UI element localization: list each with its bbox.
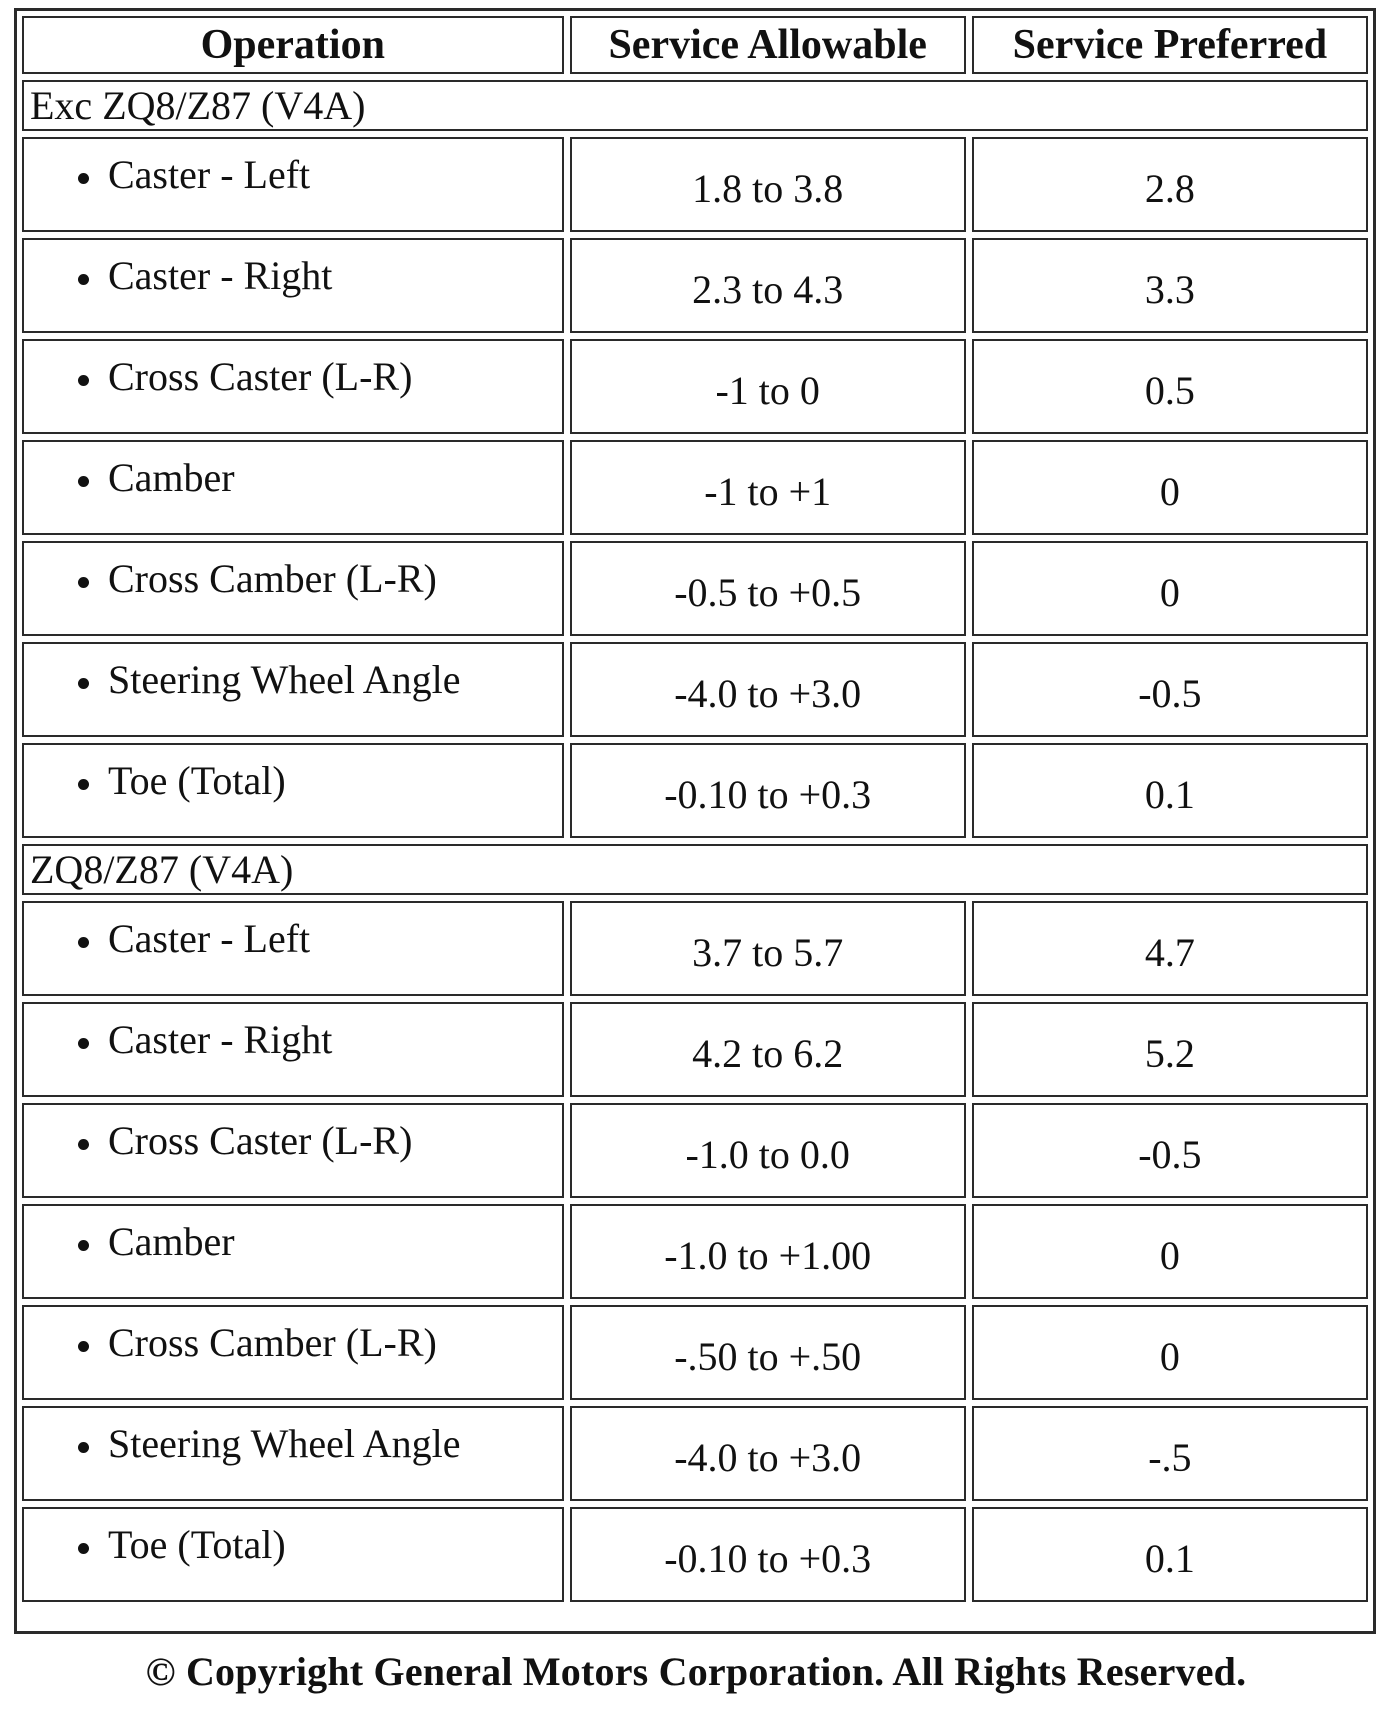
service-allowable-cell: -1 to 0 (570, 339, 966, 434)
table-row (22, 1305, 1368, 1400)
bullet-icon (78, 1442, 89, 1453)
service-allowable-cell: 4.2 to 6.2 (570, 1002, 966, 1097)
operation-cell (22, 1507, 564, 1602)
operation-label: Caster - Right (108, 1017, 333, 1062)
bullet-icon (78, 1543, 89, 1554)
operation-cell (22, 1406, 564, 1501)
operation-cell (22, 541, 564, 636)
operation-label: Steering Wheel Angle (108, 657, 461, 702)
service-allowable-cell: -.50 to +.50 (570, 1305, 966, 1400)
operation-cell (22, 440, 564, 535)
operation-label: Cross Camber (L-R) (108, 1320, 437, 1365)
service-preferred-cell: -0.5 (972, 1103, 1368, 1198)
operation-label: Cross Camber (L-R) (108, 556, 437, 601)
service-allowable-cell: -0.10 to +0.3 (570, 1507, 966, 1602)
bullet-icon (78, 274, 89, 285)
service-allowable-cell: -1.0 to 0.0 (570, 1103, 966, 1198)
operation-cell (22, 339, 564, 434)
table-row (22, 440, 1368, 535)
service-preferred-cell: 3.3 (972, 238, 1368, 333)
operation-cell (22, 901, 564, 996)
bullet-icon (78, 1139, 89, 1150)
operation-label: Caster - Left (108, 152, 311, 197)
header-operation: Operation (22, 16, 564, 74)
service-allowable-cell: 2.3 to 4.3 (570, 238, 966, 333)
group-row (22, 844, 1368, 895)
bullet-icon (78, 173, 89, 184)
table-row (22, 137, 1368, 232)
service-preferred-cell: 0.1 (972, 1507, 1368, 1602)
operation-cell (22, 1002, 564, 1097)
group-title: Exc ZQ8/Z87 (V4A) (22, 80, 1368, 131)
operation-cell (22, 743, 564, 838)
operation-label: Caster - Right (108, 253, 333, 298)
service-preferred-cell: 4.7 (972, 901, 1368, 996)
table-row (22, 901, 1368, 996)
table-row (22, 743, 1368, 838)
operation-label: Camber (108, 1219, 235, 1264)
operation-cell (22, 137, 564, 232)
operation-cell (22, 1103, 564, 1198)
service-preferred-cell: 0 (972, 541, 1368, 636)
table-row (22, 1103, 1368, 1198)
service-preferred-cell: 0.1 (972, 743, 1368, 838)
bullet-icon (78, 476, 89, 487)
bullet-icon (78, 678, 89, 689)
table-row (22, 1002, 1368, 1097)
bullet-icon (78, 1341, 89, 1352)
service-allowable-cell: -0.10 to +0.3 (570, 743, 966, 838)
group-title: ZQ8/Z87 (V4A) (22, 844, 1368, 895)
operation-label: Cross Caster (L-R) (108, 1118, 413, 1163)
operation-label: Toe (Total) (108, 758, 286, 803)
bullet-icon (78, 1240, 89, 1251)
operation-cell (22, 1204, 564, 1299)
service-allowable-cell: 1.8 to 3.8 (570, 137, 966, 232)
group-row (22, 80, 1368, 131)
operation-cell (22, 642, 564, 737)
service-allowable-cell: -4.0 to +3.0 (570, 1406, 966, 1501)
service-preferred-cell: 0 (972, 1204, 1368, 1299)
table-body (22, 80, 1368, 1602)
alignment-specs-table-frame (14, 8, 1376, 1634)
copyright-notice: © Copyright General Motors Corporation. All Rights Reserved. (145, 1649, 1247, 1694)
operation-label: Cross Caster (L-R) (108, 354, 413, 399)
header-service-preferred: Service Preferred (972, 16, 1368, 74)
alignment-specs-table (16, 10, 1374, 1608)
service-preferred-cell: 0 (972, 1305, 1368, 1400)
table-row (22, 1406, 1368, 1501)
service-allowable-cell: -1.0 to +1.00 (570, 1204, 966, 1299)
header-row (22, 16, 1368, 74)
service-preferred-cell: 5.2 (972, 1002, 1368, 1097)
service-preferred-cell: -0.5 (972, 642, 1368, 737)
bullet-icon (78, 577, 89, 588)
service-allowable-cell: -0.5 to +0.5 (570, 541, 966, 636)
service-allowable-cell: 3.7 to 5.7 (570, 901, 966, 996)
table-row (22, 1507, 1368, 1602)
table-row (22, 1204, 1368, 1299)
service-allowable-cell: -1 to +1 (570, 440, 966, 535)
operation-cell (22, 238, 564, 333)
table-row (22, 238, 1368, 333)
operation-label: Caster - Left (108, 916, 311, 961)
bullet-icon (78, 779, 89, 790)
service-preferred-cell: -.5 (972, 1406, 1368, 1501)
operation-cell (22, 1305, 564, 1400)
bullet-icon (78, 1038, 89, 1049)
operation-label: Steering Wheel Angle (108, 1421, 461, 1466)
table-row (22, 541, 1368, 636)
service-preferred-cell: 0.5 (972, 339, 1368, 434)
header-service-allowable: Service Allowable (570, 16, 966, 74)
service-allowable-cell: -4.0 to +3.0 (570, 642, 966, 737)
bullet-icon (78, 937, 89, 948)
operation-label: Toe (Total) (108, 1522, 286, 1567)
bullet-icon (78, 375, 89, 386)
service-preferred-cell: 2.8 (972, 137, 1368, 232)
operation-label: Camber (108, 455, 235, 500)
table-row (22, 642, 1368, 737)
service-preferred-cell: 0 (972, 440, 1368, 535)
table-row (22, 339, 1368, 434)
